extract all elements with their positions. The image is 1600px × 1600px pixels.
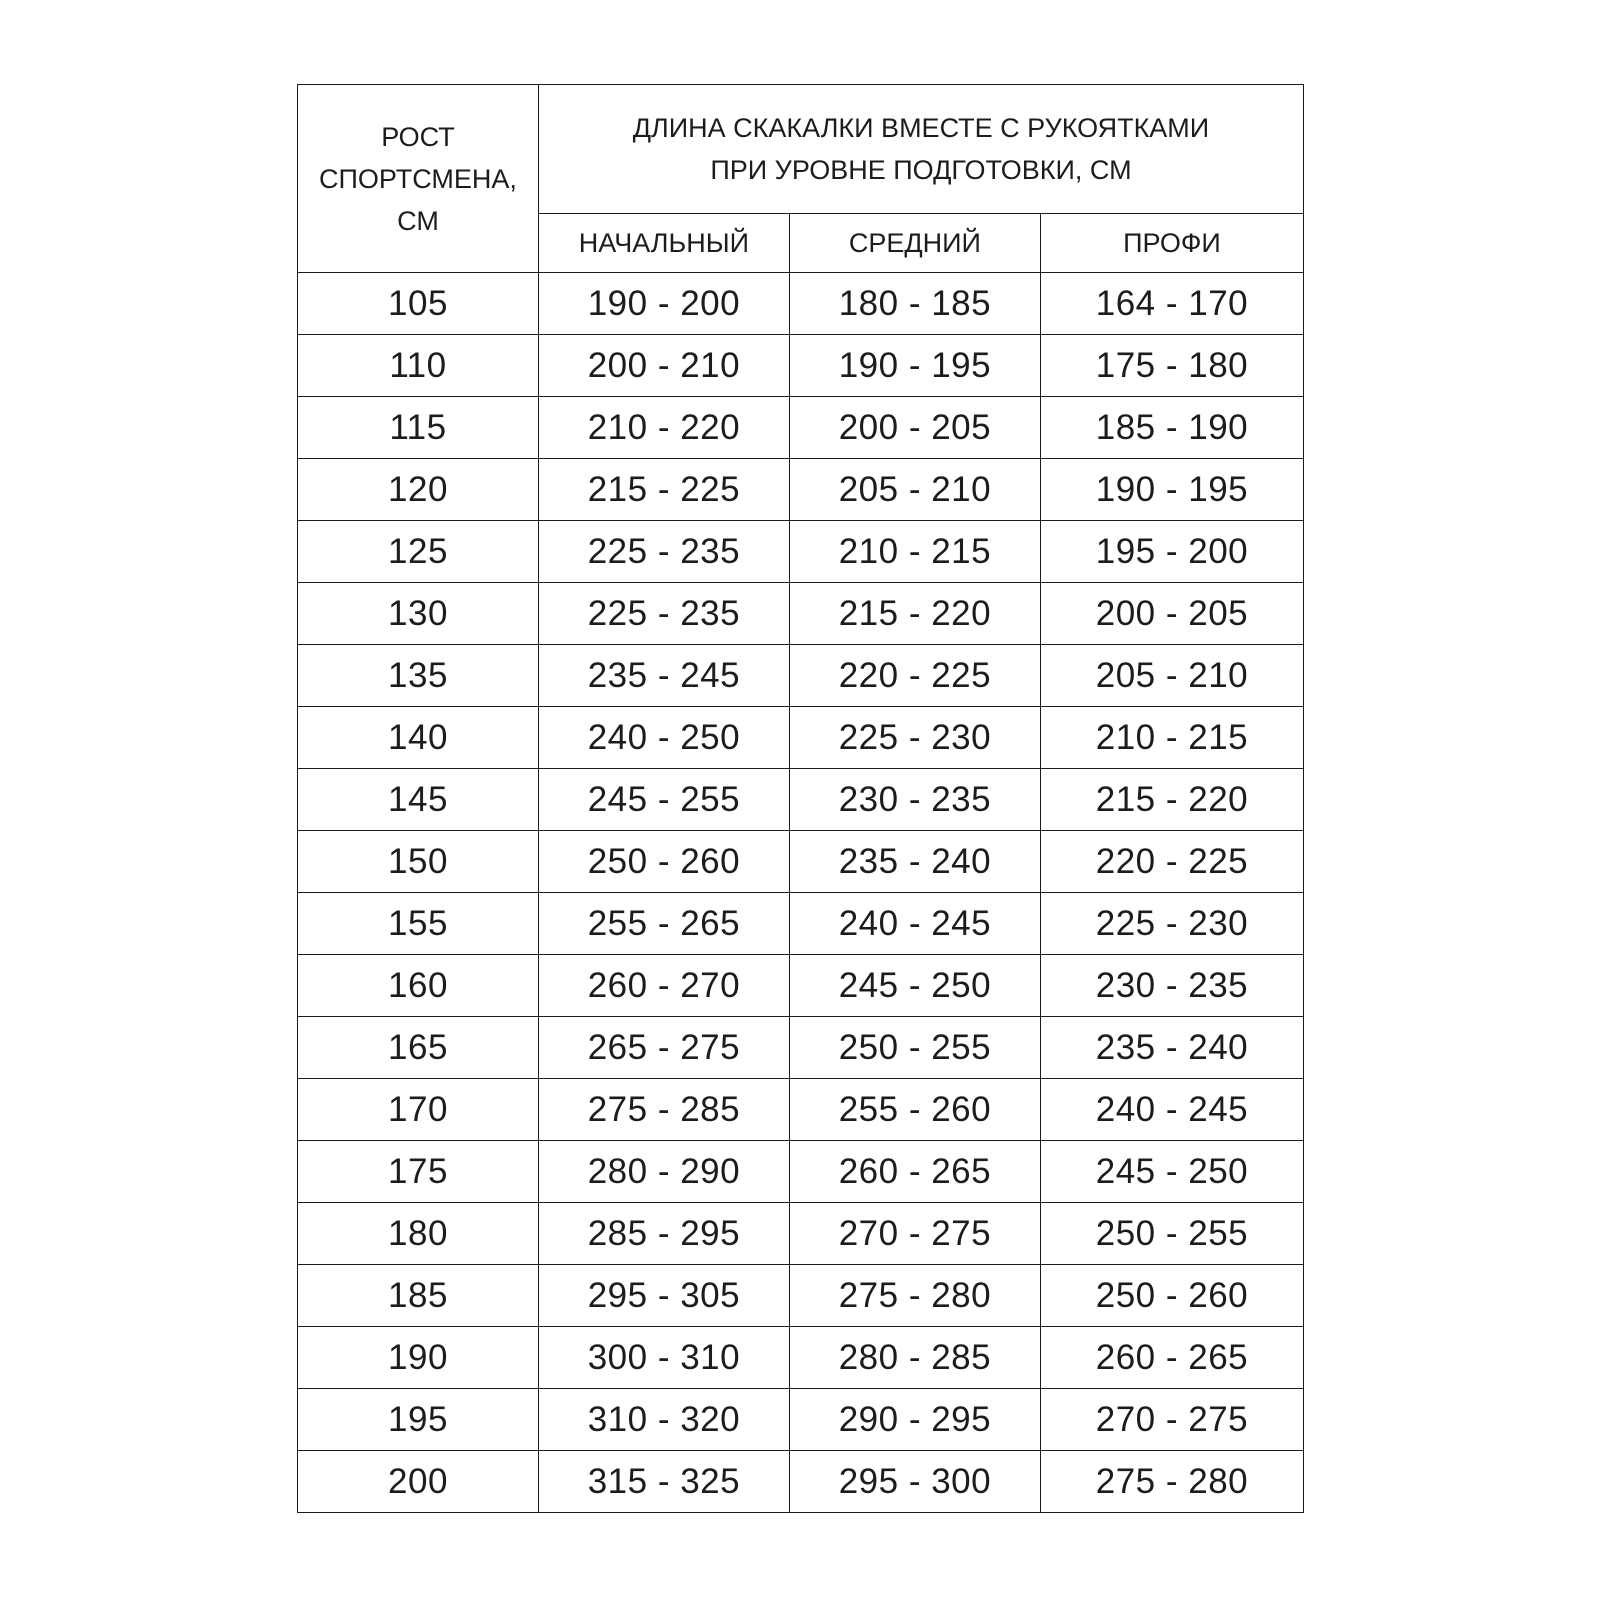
pro-length-cell: 210 - 215	[1040, 707, 1303, 769]
height-cell: 135	[298, 645, 539, 707]
table-row	[298, 893, 1304, 955]
pro-length-cell: 190 - 195	[1040, 459, 1303, 521]
table-row	[298, 397, 1304, 459]
pro-length-cell: 240 - 245	[1040, 1079, 1303, 1141]
intermediate-length-cell: 255 - 260	[789, 1079, 1040, 1141]
height-cell: 175	[298, 1141, 539, 1203]
intermediate-length-cell: 225 - 230	[789, 707, 1040, 769]
beginner-length-cell: 225 - 235	[538, 521, 789, 583]
table-row	[298, 1265, 1304, 1327]
height-cell: 120	[298, 459, 539, 521]
pro-length-cell: 200 - 205	[1040, 583, 1303, 645]
pro-length-cell: 185 - 190	[1040, 397, 1303, 459]
intermediate-length-cell: 245 - 250	[789, 955, 1040, 1017]
height-cell: 125	[298, 521, 539, 583]
beginner-length-cell: 250 - 260	[538, 831, 789, 893]
table-row	[298, 1327, 1304, 1389]
intermediate-length-cell: 200 - 205	[789, 397, 1040, 459]
height-cell: 170	[298, 1079, 539, 1141]
beginner-length-cell: 260 - 270	[538, 955, 789, 1017]
pro-length-cell: 225 - 230	[1040, 893, 1303, 955]
intermediate-length-cell: 210 - 215	[789, 521, 1040, 583]
table-row	[298, 1079, 1304, 1141]
intermediate-length-cell: 280 - 285	[789, 1327, 1040, 1389]
pro-length-cell: 235 - 240	[1040, 1017, 1303, 1079]
pro-length-cell: 230 - 235	[1040, 955, 1303, 1017]
level-header-intermediate: СРЕДНИЙ	[789, 214, 1040, 273]
table-row	[298, 955, 1304, 1017]
height-cell: 140	[298, 707, 539, 769]
height-cell: 160	[298, 955, 539, 1017]
height-cell: 185	[298, 1265, 539, 1327]
beginner-length-cell: 275 - 285	[538, 1079, 789, 1141]
table-body	[298, 273, 1304, 1513]
height-cell: 180	[298, 1203, 539, 1265]
length-header-line2: ПРИ УРОВНЕ ПОДГОТОВКИ, СМ	[710, 155, 1132, 185]
pro-length-cell: 195 - 200	[1040, 521, 1303, 583]
level-header-pro: ПРОФИ	[1040, 214, 1303, 273]
table-row	[298, 521, 1304, 583]
pro-length-cell: 175 - 180	[1040, 335, 1303, 397]
intermediate-length-cell: 205 - 210	[789, 459, 1040, 521]
beginner-length-cell: 235 - 245	[538, 645, 789, 707]
table-row	[298, 273, 1304, 335]
beginner-length-cell: 285 - 295	[538, 1203, 789, 1265]
height-cell: 190	[298, 1327, 539, 1389]
height-cell: 155	[298, 893, 539, 955]
height-cell: 105	[298, 273, 539, 335]
beginner-length-cell: 210 - 220	[538, 397, 789, 459]
intermediate-length-cell: 295 - 300	[789, 1451, 1040, 1513]
intermediate-length-cell: 190 - 195	[789, 335, 1040, 397]
beginner-length-cell: 245 - 255	[538, 769, 789, 831]
beginner-length-cell: 215 - 225	[538, 459, 789, 521]
table-row	[298, 831, 1304, 893]
height-cell: 165	[298, 1017, 539, 1079]
pro-length-cell: 260 - 265	[1040, 1327, 1303, 1389]
table-row	[298, 1389, 1304, 1451]
table-row	[298, 707, 1304, 769]
height-cell: 200	[298, 1451, 539, 1513]
intermediate-length-cell: 215 - 220	[789, 583, 1040, 645]
beginner-length-cell: 295 - 305	[538, 1265, 789, 1327]
intermediate-length-cell: 220 - 225	[789, 645, 1040, 707]
length-header-line1: ДЛИНА СКАКАЛКИ ВМЕСТЕ С РУКОЯТКАМИ	[632, 113, 1210, 143]
beginner-length-cell: 240 - 250	[538, 707, 789, 769]
height-cell: 195	[298, 1389, 539, 1451]
intermediate-length-cell: 270 - 275	[789, 1203, 1040, 1265]
intermediate-length-cell: 260 - 265	[789, 1141, 1040, 1203]
intermediate-length-cell: 230 - 235	[789, 769, 1040, 831]
pro-length-cell: 220 - 225	[1040, 831, 1303, 893]
table-row	[298, 645, 1304, 707]
height-cell: 150	[298, 831, 539, 893]
beginner-length-cell: 200 - 210	[538, 335, 789, 397]
pro-length-cell: 215 - 220	[1040, 769, 1303, 831]
pro-length-cell: 250 - 255	[1040, 1203, 1303, 1265]
table-row	[298, 769, 1304, 831]
pro-length-cell: 270 - 275	[1040, 1389, 1303, 1451]
rope-length-table	[297, 84, 1304, 1513]
intermediate-length-cell: 180 - 185	[789, 273, 1040, 335]
intermediate-length-cell: 250 - 255	[789, 1017, 1040, 1079]
table-row	[298, 1141, 1304, 1203]
pro-length-cell: 205 - 210	[1040, 645, 1303, 707]
pro-length-cell: 245 - 250	[1040, 1141, 1303, 1203]
height-cell: 145	[298, 769, 539, 831]
intermediate-length-cell: 290 - 295	[789, 1389, 1040, 1451]
table-row	[298, 1017, 1304, 1079]
pro-length-cell: 275 - 280	[1040, 1451, 1303, 1513]
intermediate-length-cell: 240 - 245	[789, 893, 1040, 955]
beginner-length-cell: 255 - 265	[538, 893, 789, 955]
pro-length-cell: 250 - 260	[1040, 1265, 1303, 1327]
table-row	[298, 1203, 1304, 1265]
intermediate-length-cell: 275 - 280	[789, 1265, 1040, 1327]
level-header-beginner: НАЧАЛЬНЫЙ	[538, 214, 789, 273]
height-column-header-text: РОСТ СПОРТСМЕНА, СМ	[319, 121, 517, 236]
height-cell: 115	[298, 397, 539, 459]
height-cell: 110	[298, 335, 539, 397]
beginner-length-cell: 300 - 310	[538, 1327, 789, 1389]
beginner-length-cell: 310 - 320	[538, 1389, 789, 1451]
table-row	[298, 1451, 1304, 1513]
beginner-length-cell: 265 - 275	[538, 1017, 789, 1079]
table-row	[298, 335, 1304, 397]
height-column-header	[298, 85, 539, 273]
pro-length-cell: 164 - 170	[1040, 273, 1303, 335]
height-cell: 130	[298, 583, 539, 645]
beginner-length-cell: 225 - 235	[538, 583, 789, 645]
beginner-length-cell: 315 - 325	[538, 1451, 789, 1513]
table-row	[298, 583, 1304, 645]
beginner-length-cell: 280 - 290	[538, 1141, 789, 1203]
beginner-length-cell: 190 - 200	[538, 273, 789, 335]
length-column-header	[538, 85, 1303, 214]
intermediate-length-cell: 235 - 240	[789, 831, 1040, 893]
table-row	[298, 459, 1304, 521]
